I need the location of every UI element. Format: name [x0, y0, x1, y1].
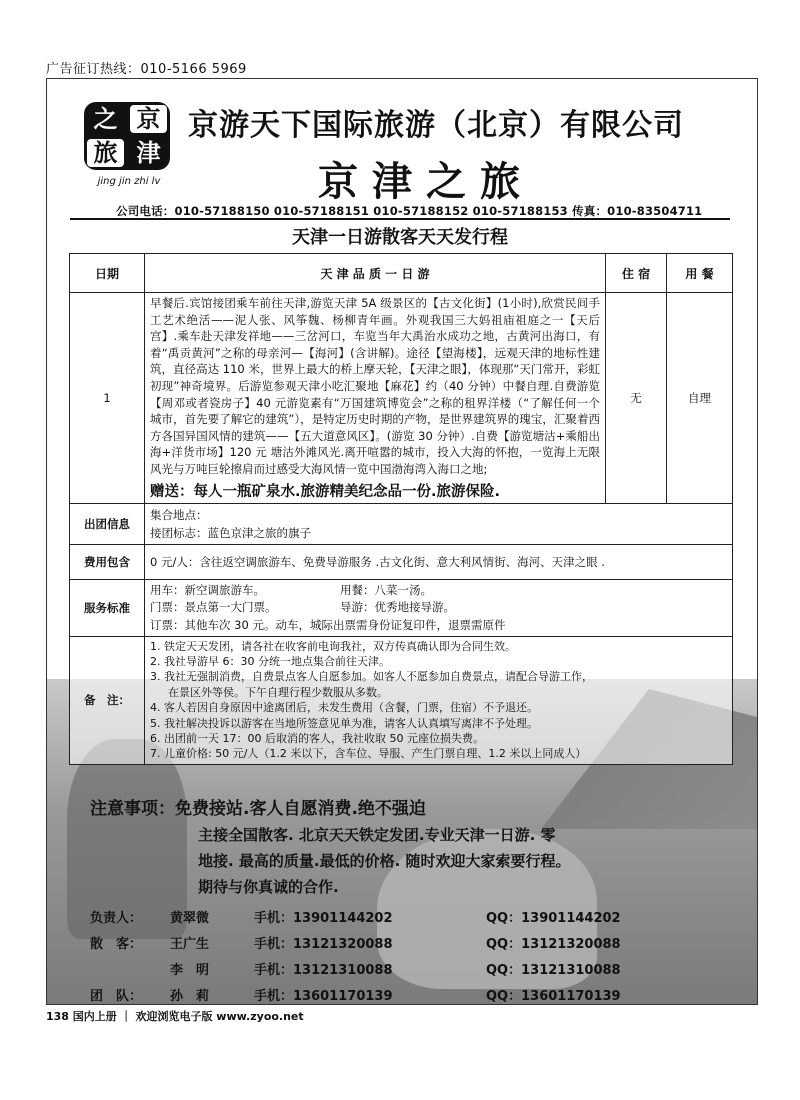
contact-row: [90, 906, 750, 932]
company-logo: [84, 102, 170, 170]
logo-char-2: 京: [130, 105, 167, 133]
contact-row: [90, 958, 750, 984]
contact-name: 李 明: [170, 963, 210, 978]
notice-heading: 注意事项：免费接站.客人自愿消费.绝不强迫: [90, 799, 426, 819]
notes-cell: [145, 636, 733, 764]
service-ticket: 门票：景点第一大门票。: [150, 599, 277, 614]
itinerary-table: [69, 253, 733, 765]
route-title: 天津一日游散客天天发行程: [292, 227, 508, 248]
contact-name: 黄翠微: [170, 911, 210, 926]
meal-value: 自理: [667, 293, 733, 504]
contact-name: 王广生: [170, 937, 210, 952]
note-item: 2. 我社导游早 6：30 分统一地点集合前往天津。: [150, 654, 390, 668]
note-item: 3. 我社无强制消费，自费景点客人自愿参加。如客人不愿参加自费景点，请配合导游工作，: [150, 670, 593, 684]
header-title: 天 津 品 质 一 日 游: [145, 254, 606, 293]
service-cell: [145, 579, 733, 636]
notice-line: 地接. 最高的质量.最低的价格. 随时欢迎大家索要行程。: [198, 852, 571, 870]
fee-text: 0 元/人：含往返空调旅游车、免费导游服务 .古文化街、意大利风情街、海河、天津之眼 .: [145, 544, 733, 579]
company-phones: 公司电话：010-57188150 010-57188151 010-57188152 010-57188153 传真：010-83504711: [116, 204, 703, 218]
table-row: [70, 544, 733, 579]
fee-label: 费用包含: [70, 544, 145, 579]
notice-line: 期待与你真诚的合作.: [198, 878, 339, 896]
service-car: 用车：新空调旅游车。: [150, 582, 265, 597]
itinerary-text: 早餐后.宾馆接团乘车前往天津,游览天津 5A 级景区的【古文化街】(1小时),欣赏民间手工艺术绝活——泥人张、风筝魏、杨柳青年画。外观我国三大妈祖庙祖庭之一【天后宫】.乘车赴天津发祥地——三岔河口，车览当年大禹治水成功之地，古黄河出海口，有着“禹贡黄河”之称的母亲河—【海河】(含讲解)。途径【望海楼】，远观天津的地标性建筑，直径高达 110 米，世界上最大的桥上摩天轮，【天津之眼】，体现那“天门常开，彩虹初现”神奇境界。后游览参观天津小吃汇聚地【麻花】约（40 分钟）中餐自理.自费游览【周邓或者瓷房子】40 元游览素有“万国建筑博览会”之称的租界洋楼（“了解任何一个城市，首先要了解它的建筑”），是特定历史时期的产物，是世界建筑界的瑰宝，汇聚着西方各国异国风情的建筑——【五大道意风区】。(游览 30 分钟）.自费【游览塘沽+乘船出海+洋货市场】120 元 塘沽外滩风光.离开喧嚣的城市，投入大海的怀抱，一览海上无限风光与万吨巨轮擦肩而过感受大海风情一览中国渤海湾入海口之地;: [150, 296, 600, 476]
company-name: 京游天下国际旅游（北京）有限公司: [188, 108, 684, 143]
stay-value: 无: [606, 293, 667, 504]
note-item: 5. 我社解决投诉以游客在当地所签意见单为准，请客人认真填写离津不予处理。: [150, 716, 538, 730]
header-stay: 住 宿: [606, 254, 667, 293]
contact-qq: QQ：13121310088: [486, 963, 621, 978]
contact-qq: QQ：13901144202: [486, 911, 621, 926]
logo-char-4: 津: [136, 139, 161, 167]
note-item: 6. 出团前一天 17：00 后取消的客人，我社收取 50 元座位损失费。: [150, 731, 484, 745]
logo-char-1: 之: [93, 105, 118, 133]
brand-title: 京津之旅: [318, 159, 534, 205]
contact-phone: 手机：13121320088: [254, 937, 393, 952]
contact-role: 负责人：: [90, 911, 143, 926]
contact-row: [90, 932, 750, 958]
contact-qq: QQ：13121320088: [486, 937, 621, 952]
note-item: 7. 儿童价格: 50 元/人（1.2 米以下，含车位、导服、产生门票自理、1.2 米以上同成人）: [150, 747, 587, 761]
table-row: [70, 636, 733, 764]
notice-block: [90, 796, 750, 1010]
logo-pinyin: jing jin zhi lv: [97, 176, 161, 187]
table-row: [70, 293, 733, 504]
meeting-label: 出团信息: [70, 503, 145, 544]
table-row: [70, 579, 733, 636]
header-date: 日期: [70, 254, 145, 293]
ad-hotline: 广告征订热线：010-5166 5969: [46, 62, 247, 77]
page-footer: 138 国内上册 ｜ 欢迎浏览电子版 www.zyoo.net: [46, 1010, 304, 1023]
note-item: 4. 客人若因自身原因中途离团后，未发生费用（含餐，门票，住宿）不予退还。: [150, 701, 538, 715]
notes-label: 备 注：: [70, 636, 145, 764]
service-label: 服务标准: [70, 579, 145, 636]
service-booking: 订票：其他车次 30 元。动车，城际出票需身份证复印件，退票需原件: [150, 617, 506, 632]
contact-name: 孙 莉: [170, 989, 210, 1004]
contact-role: [90, 958, 170, 984]
logo-char-3: 旅: [87, 139, 124, 167]
meeting-sign: 接团标志：蓝色京津之旅的旗子: [150, 525, 311, 540]
itinerary-cell: [145, 293, 606, 504]
service-meal: 用餐：八菜一汤。: [340, 582, 432, 597]
header-divider: [70, 218, 730, 220]
day-number: 1: [70, 293, 145, 504]
meeting-cell: [145, 503, 733, 544]
contact-phone: 手机：13121310088: [254, 963, 393, 978]
contact-qq: QQ：13601170139: [486, 989, 621, 1004]
contact-row: [90, 984, 750, 1010]
notice-line: 主接全国散客. 北京天天铁定发团.专业天津一日游. 零: [198, 826, 556, 844]
contact-phone: 手机：13901144202: [254, 911, 393, 926]
contact-role: 团 队：: [90, 989, 143, 1004]
header-meal: 用 餐: [667, 254, 733, 293]
table-header-row: [70, 254, 733, 293]
meeting-place: 集合地点：: [150, 507, 208, 522]
contact-phone: 手机：13601170139: [254, 989, 393, 1004]
service-guide: 导游：优秀地接导游。: [340, 599, 455, 614]
note-item: 1. 铁定天天发团，请各社在收客前电询我社，双方传真确认即为合同生效。: [150, 639, 516, 653]
table-row: [70, 503, 733, 544]
note-item: 在景区外等侯。下午自理行程少数服从多数。: [168, 685, 388, 699]
gift-text: 赠送：每人一瓶矿泉水.旅游精美纪念品一份.旅游保险.: [150, 483, 501, 500]
contact-role: 散 客：: [90, 937, 143, 952]
